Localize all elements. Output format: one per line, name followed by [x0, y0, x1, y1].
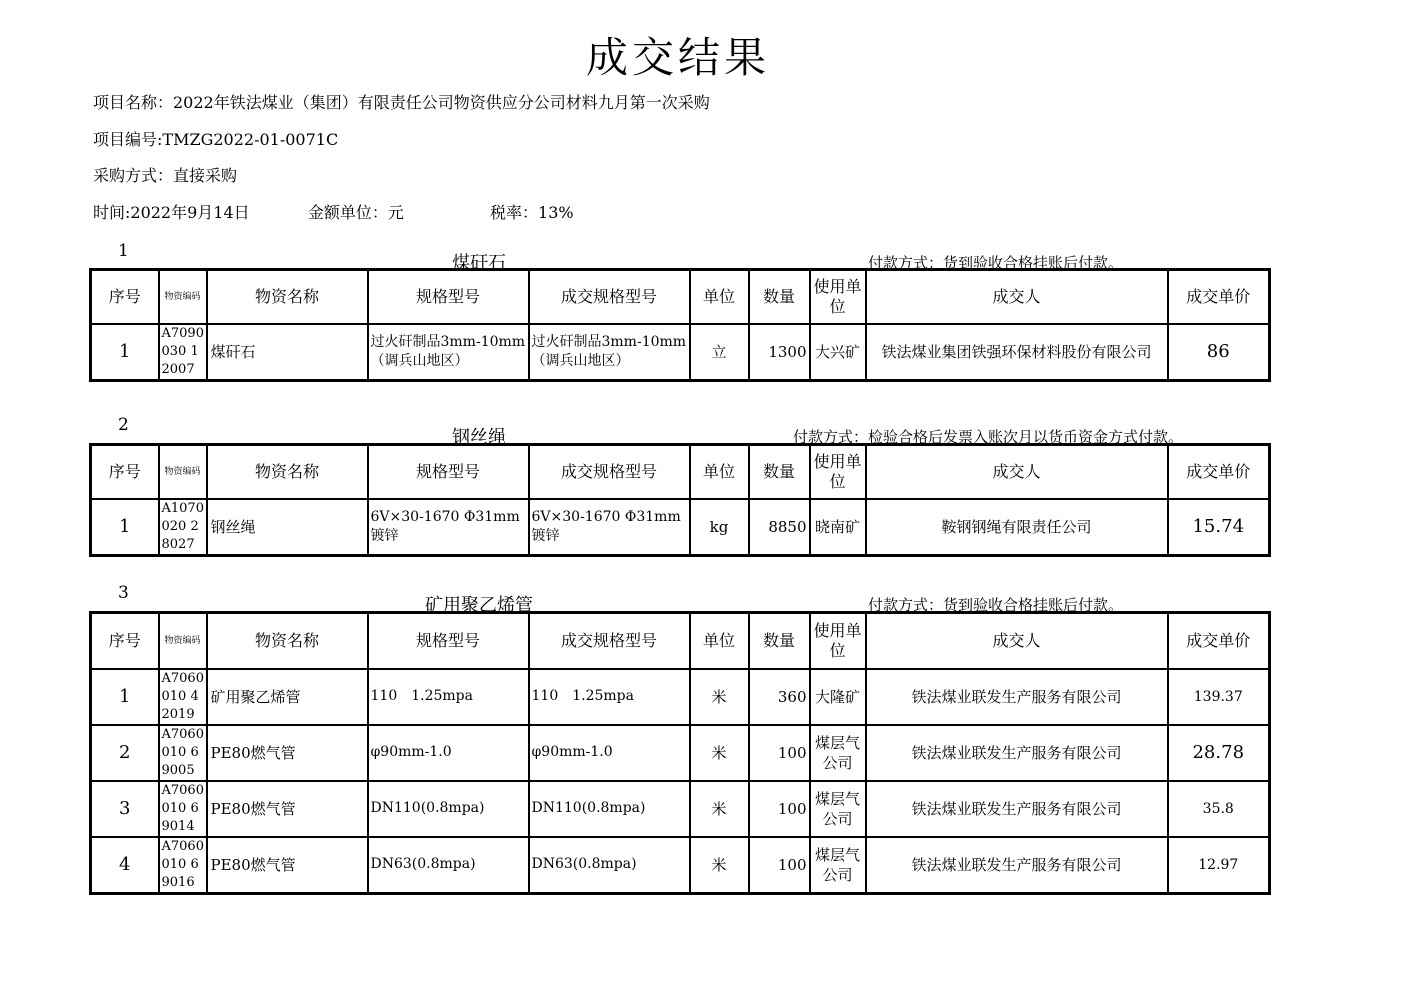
row-name: 钢丝绳 — [207, 499, 368, 556]
row-spec: 过火矸制品3mm-10mm（调兵山地区） — [368, 324, 529, 381]
header-unit: 单位 — [690, 270, 749, 325]
table-row — [91, 781, 1270, 837]
result-table — [89, 611, 1271, 895]
row-winner: 铁法煤业联发生产服务有限公司 — [866, 781, 1168, 837]
header-spec: 规格型号 — [368, 613, 529, 669]
row-name: 矿用聚乙烯管 — [207, 669, 368, 725]
header-qty: 数量 — [749, 613, 810, 669]
section-title: 矿用聚乙烯管 — [425, 595, 533, 616]
row-qty: 100 — [749, 725, 810, 781]
section-number: 2 — [118, 415, 129, 435]
table-row — [91, 669, 1270, 725]
header-code: 物资编码 — [159, 270, 207, 325]
row-deal-spec: 110 1.25mpa — [529, 669, 690, 725]
row-deal-spec: 6V×30-1670 Φ31mm镀锌 — [529, 499, 690, 556]
row-spec: DN110(0.8mpa) — [368, 781, 529, 837]
row-code: A7060010 42019 — [159, 669, 207, 725]
header-user-unit: 使用单位 — [810, 270, 866, 325]
row-spec: 110 1.25mpa — [368, 669, 529, 725]
header-winner: 成交人 — [866, 445, 1168, 500]
row-unit: 米 — [690, 669, 749, 725]
section-title: 煤矸石 — [452, 253, 506, 274]
page-title: 成交结果 — [585, 33, 770, 82]
result-table — [89, 268, 1271, 382]
row-deal-spec: φ90mm-1.0 — [529, 725, 690, 781]
row-code: A7060010 69014 — [159, 781, 207, 837]
header-code: 物资编码 — [159, 445, 207, 500]
row-spec: DN63(0.8mpa) — [368, 837, 529, 894]
header-name: 物资名称 — [207, 270, 368, 325]
header-qty: 数量 — [749, 445, 810, 500]
row-winner: 铁法煤业联发生产服务有限公司 — [866, 837, 1168, 894]
project-name: 项目名称：2022年铁法煤业（集团）有限责任公司物资供应分公司材料九月第一次采购 — [93, 93, 710, 112]
meta-line — [93, 202, 574, 224]
header-user-unit: 使用单位 — [810, 613, 866, 669]
procurement-method: 采购方式：直接采购 — [93, 166, 238, 185]
header-code: 物资编码 — [159, 613, 207, 669]
header-price: 成交单价 — [1168, 270, 1270, 325]
header-spec: 规格型号 — [368, 270, 529, 325]
row-seq: 4 — [91, 837, 159, 894]
header-deal-spec: 成交规格型号 — [529, 613, 690, 669]
row-price: 86 — [1168, 324, 1270, 381]
row-unit: kg — [690, 499, 749, 556]
header-seq: 序号 — [91, 613, 159, 669]
header-user-unit: 使用单位 — [810, 445, 866, 500]
row-qty: 360 — [749, 669, 810, 725]
row-qty: 8850 — [749, 499, 810, 556]
table-row — [91, 499, 1270, 556]
row-price: 139.37 — [1168, 669, 1270, 725]
row-price: 12.97 — [1168, 837, 1270, 894]
row-unit: 立 — [690, 324, 749, 381]
row-unit: 米 — [690, 837, 749, 894]
currency-unit: 金额单位：元 — [307, 203, 404, 222]
row-code: A7090030 12007 — [159, 324, 207, 381]
tax-rate: 税率：13% — [490, 203, 574, 222]
row-seq: 2 — [91, 725, 159, 781]
result-table — [89, 443, 1271, 557]
project-number: 项目编号:TMZG2022-01-0071C — [93, 130, 339, 149]
row-name: PE80燃气管 — [207, 725, 368, 781]
row-winner: 铁法煤业集团铁强环保材料股份有限公司 — [866, 324, 1168, 381]
row-seq: 1 — [91, 669, 159, 725]
row-user-unit: 大兴矿 — [810, 324, 866, 381]
row-winner: 鞍钢钢绳有限责任公司 — [866, 499, 1168, 556]
header-deal-spec: 成交规格型号 — [529, 270, 690, 325]
row-deal-spec: 过火矸制品3mm-10mm（调兵山地区） — [529, 324, 690, 381]
row-price: 15.74 — [1168, 499, 1270, 556]
payment-terms: 付款方式：货到验收合格挂账后付款。 — [868, 254, 1124, 272]
row-code: A7060010 69016 — [159, 837, 207, 894]
row-qty: 100 — [749, 781, 810, 837]
header-unit: 单位 — [690, 445, 749, 500]
row-winner: 铁法煤业联发生产服务有限公司 — [866, 669, 1168, 725]
row-seq: 1 — [91, 499, 159, 556]
row-user-unit: 大隆矿 — [810, 669, 866, 725]
row-winner: 铁法煤业联发生产服务有限公司 — [866, 725, 1168, 781]
row-unit: 米 — [690, 781, 749, 837]
row-user-unit: 晓南矿 — [810, 499, 866, 556]
header-price: 成交单价 — [1168, 445, 1270, 500]
header-seq: 序号 — [91, 270, 159, 325]
header-qty: 数量 — [749, 270, 810, 325]
section-title: 钢丝绳 — [452, 427, 506, 448]
row-spec: 6V×30-1670 Φ31mm镀锌 — [368, 499, 529, 556]
row-deal-spec: DN63(0.8mpa) — [529, 837, 690, 894]
header-deal-spec: 成交规格型号 — [529, 445, 690, 500]
row-unit: 米 — [690, 725, 749, 781]
row-seq: 1 — [91, 324, 159, 381]
row-qty: 1300 — [749, 324, 810, 381]
table-row — [91, 324, 1270, 381]
section-number: 3 — [118, 583, 129, 603]
row-price: 28.78 — [1168, 725, 1270, 781]
header-price: 成交单价 — [1168, 613, 1270, 669]
row-code: A1070020 28027 — [159, 499, 207, 556]
table-row — [91, 837, 1270, 894]
row-user-unit: 煤层气公司 — [810, 781, 866, 837]
header-winner: 成交人 — [866, 270, 1168, 325]
table-header-row — [91, 613, 1270, 669]
row-user-unit: 煤层气公司 — [810, 837, 866, 894]
header-name: 物资名称 — [207, 445, 368, 500]
table-row — [91, 725, 1270, 781]
header-unit: 单位 — [690, 613, 749, 669]
section-number: 1 — [118, 241, 129, 261]
header-seq: 序号 — [91, 445, 159, 500]
row-spec: φ90mm-1.0 — [368, 725, 529, 781]
header-name: 物资名称 — [207, 613, 368, 669]
row-name: PE80燃气管 — [207, 837, 368, 894]
payment-terms: 付款方式：检验合格后发票入账次月以货币资金方式付款。 — [793, 428, 1184, 446]
row-name: PE80燃气管 — [207, 781, 368, 837]
row-deal-spec: DN110(0.8mpa) — [529, 781, 690, 837]
table-header-row — [91, 270, 1270, 325]
row-user-unit: 煤层气公司 — [810, 725, 866, 781]
header-winner: 成交人 — [866, 613, 1168, 669]
row-price: 35.8 — [1168, 781, 1270, 837]
payment-terms: 付款方式：货到验收合格挂账后付款。 — [868, 596, 1124, 614]
row-seq: 3 — [91, 781, 159, 837]
deal-date: 时间:2022年9月14日 — [93, 203, 250, 222]
header-spec: 规格型号 — [368, 445, 529, 500]
row-qty: 100 — [749, 837, 810, 894]
row-code: A7060010 69005 — [159, 725, 207, 781]
row-name: 煤矸石 — [207, 324, 368, 381]
table-header-row — [91, 445, 1270, 500]
